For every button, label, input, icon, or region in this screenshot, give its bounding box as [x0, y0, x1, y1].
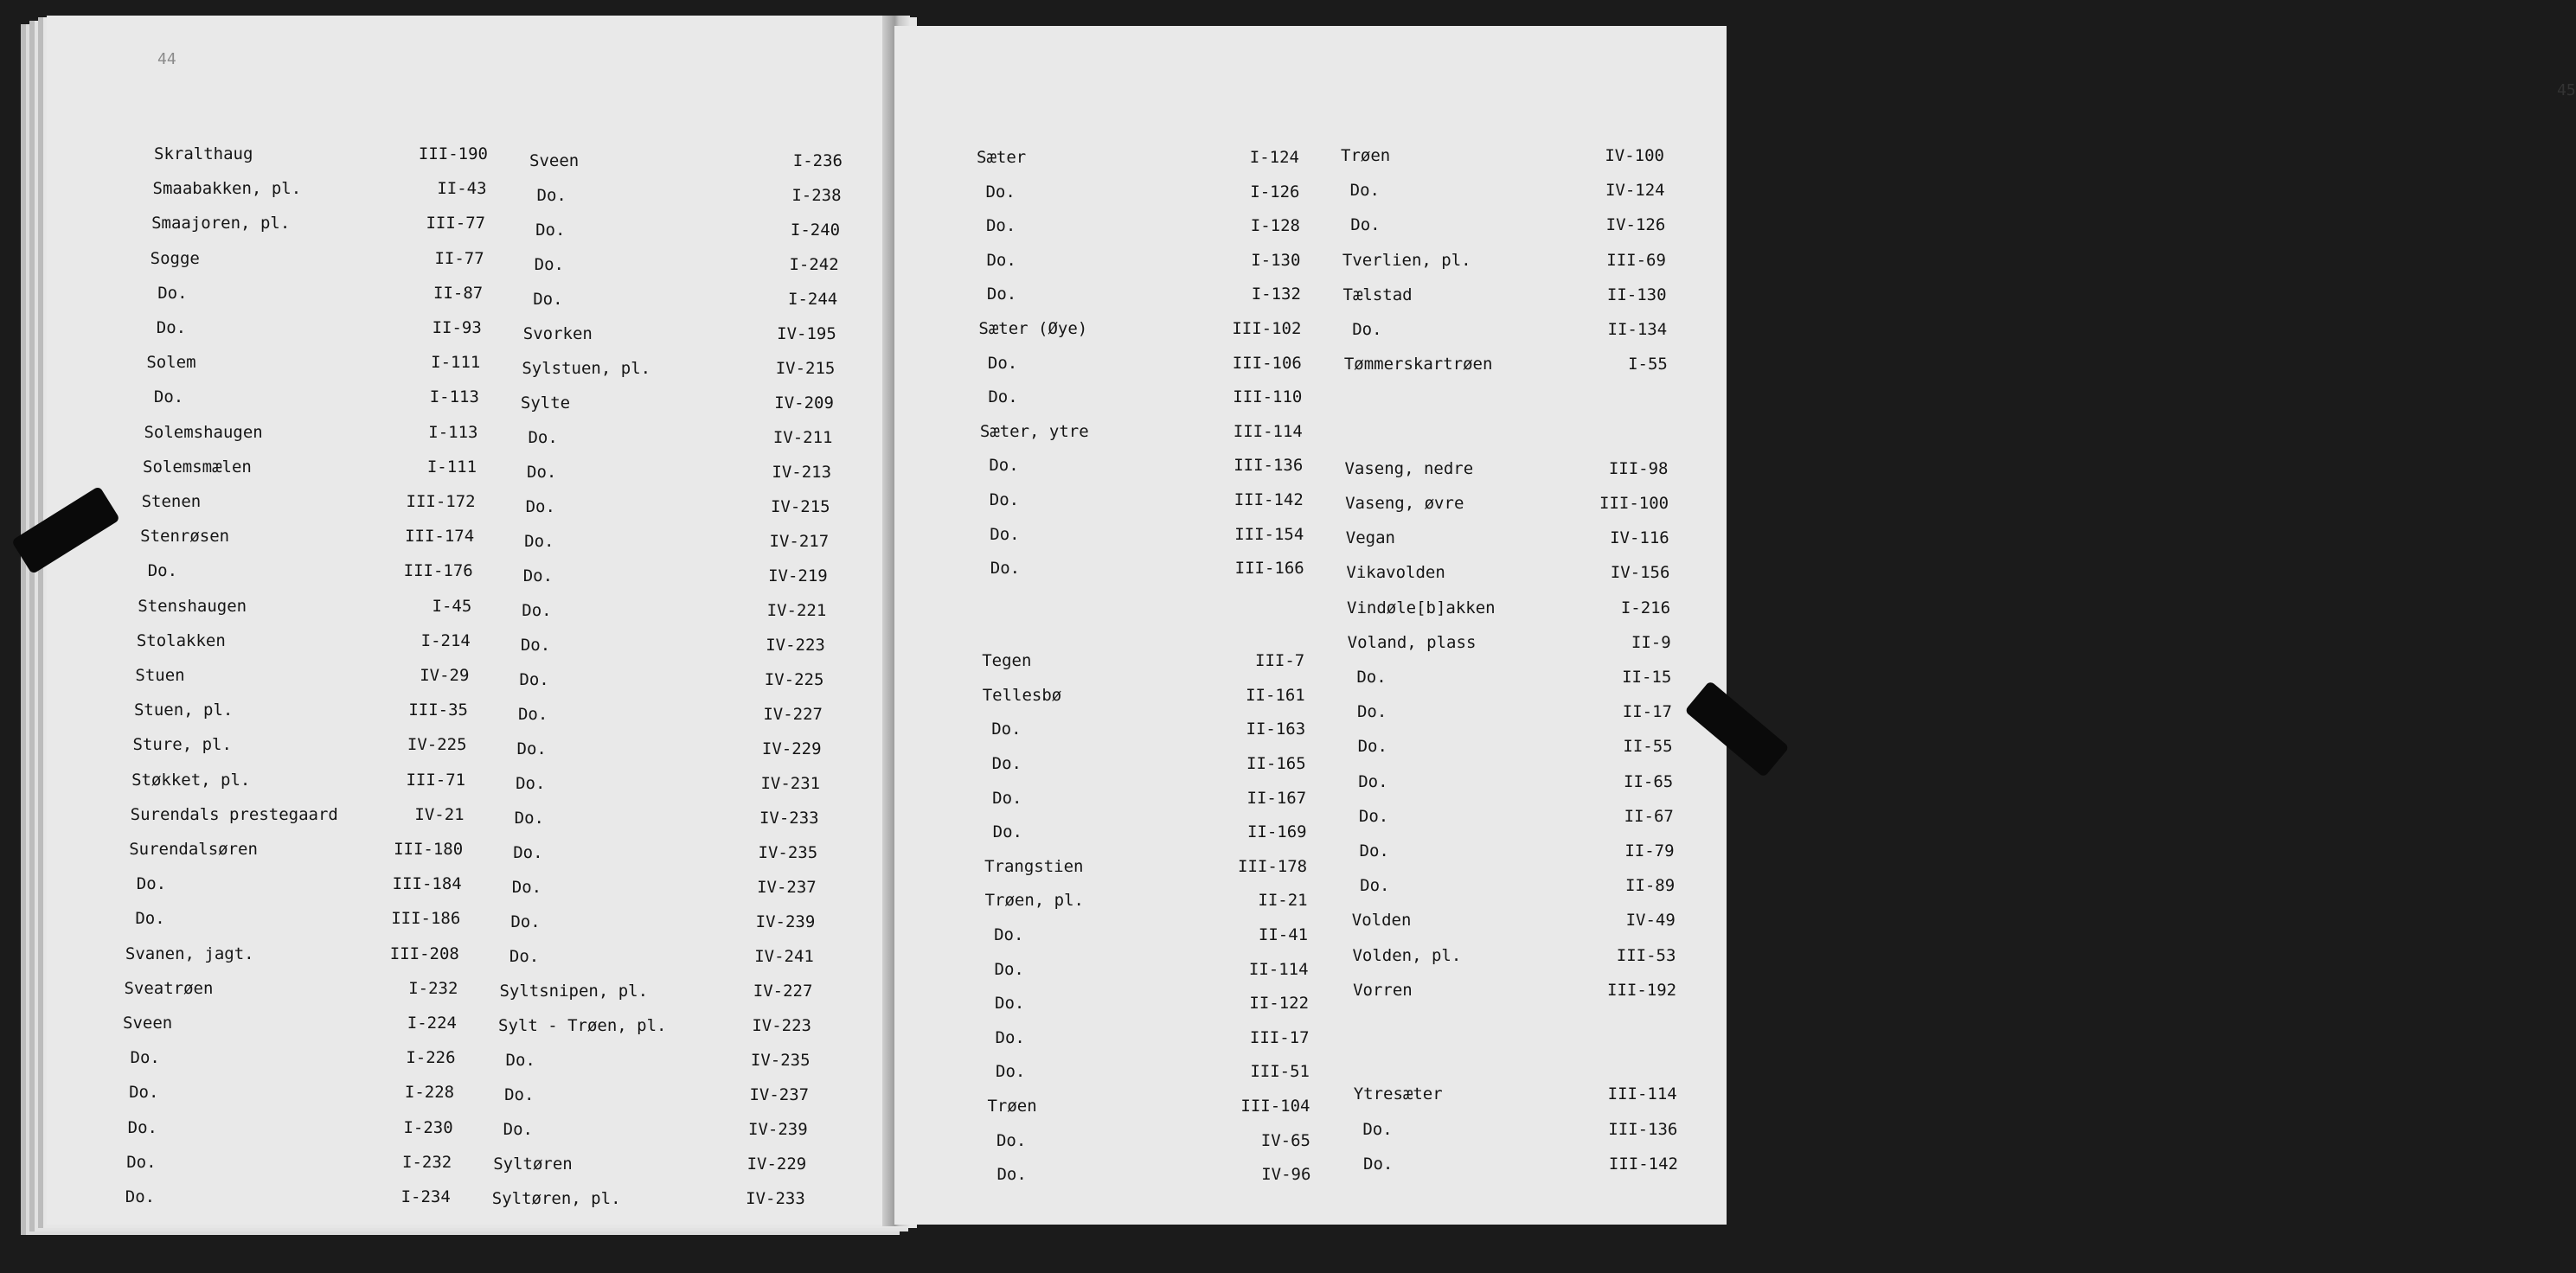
- volume-page-ref: III-208: [389, 944, 459, 963]
- place-name: Do.: [156, 318, 187, 337]
- place-name: Volden, pl.: [1352, 945, 1462, 965]
- place-name: Vorren: [1353, 980, 1413, 1000]
- volume-page-ref: I-244: [788, 290, 838, 309]
- place-name: Syltøren: [493, 1155, 573, 1174]
- volume-page-ref: I-240: [790, 221, 841, 240]
- volume-page-ref: IV-227: [753, 982, 813, 1001]
- place-name: Tømmerskartrøen: [1343, 355, 1493, 374]
- volume-page-ref: IV-209: [774, 393, 834, 413]
- volume-page-ref: III-114: [1607, 1084, 1677, 1104]
- place-name: Solem: [146, 353, 196, 373]
- volume-page-ref: II-21: [1258, 891, 1308, 911]
- volume-page-ref: IV-116: [1610, 528, 1669, 548]
- volume-page-ref: I-111: [431, 353, 481, 373]
- volume-page-ref: II-93: [432, 318, 482, 337]
- place-name: Do.: [1363, 1154, 1394, 1174]
- volume-page-ref: IV-237: [757, 878, 817, 897]
- place-name: Do.: [990, 559, 1021, 579]
- place-name: Do.: [1349, 181, 1380, 201]
- place-name: Do.: [1359, 841, 1389, 860]
- place-name: Stolakken: [136, 630, 226, 650]
- place-name: Støkket, pl.: [131, 770, 251, 790]
- volume-page-ref: IV-233: [746, 1189, 805, 1208]
- place-name: Do.: [130, 1048, 160, 1068]
- volume-page-ref: IV-223: [752, 1016, 811, 1035]
- volume-page-ref: IV-235: [758, 843, 818, 862]
- place-name: Surendalsøren: [129, 840, 258, 859]
- volume-page-ref: I-214: [420, 630, 471, 650]
- volume-page-ref: IV-239: [755, 912, 816, 931]
- place-name: Sveen: [529, 151, 580, 170]
- volume-page-ref: IV-215: [775, 359, 836, 378]
- place-name: Do.: [504, 1085, 535, 1104]
- place-name: Do.: [1352, 320, 1382, 339]
- volume-page-ref: IV-233: [759, 809, 819, 828]
- volume-page-ref: IV-29: [420, 666, 470, 685]
- place-name: Do.: [534, 255, 564, 274]
- volume-page-ref: II-79: [1624, 841, 1675, 860]
- place-name: Svanen, jagt.: [125, 944, 254, 963]
- place-name: Do.: [986, 250, 1016, 270]
- place-name: Syltsnipen, pl.: [499, 982, 649, 1001]
- place-name: Vindøle[b]akken: [1347, 598, 1496, 617]
- place-name: Do.: [514, 809, 544, 828]
- volume-page-ref: III-69: [1606, 250, 1666, 270]
- place-name: Do.: [126, 1152, 157, 1172]
- volume-page-ref: I-236: [792, 151, 843, 170]
- place-name: Trøen, pl.: [984, 891, 1084, 911]
- volume-page-ref: III-180: [394, 840, 464, 859]
- corner-mark: 44: [157, 50, 176, 68]
- volume-page-ref: IV-213: [772, 463, 832, 482]
- place-name: Voland, plass: [1347, 632, 1477, 652]
- volume-page-ref: I-111: [426, 457, 477, 477]
- place-name: Sylte: [520, 393, 571, 413]
- place-name: Stenen: [141, 492, 202, 511]
- place-name: Do.: [517, 705, 548, 724]
- volume-page-ref: III-166: [1234, 559, 1304, 579]
- volume-page-ref: I-55: [1628, 355, 1668, 374]
- place-name: Do.: [988, 387, 1018, 407]
- place-name: Do.: [1358, 771, 1388, 791]
- place-name: Sveatrøen: [124, 978, 214, 998]
- volume-page-ref: III-176: [403, 561, 473, 581]
- place-name: Do.: [994, 924, 1024, 944]
- volume-page-ref: II-134: [1607, 320, 1668, 339]
- volume-page-ref: III-71: [406, 770, 466, 790]
- volume-page-ref: III-178: [1238, 856, 1308, 876]
- place-name: Smaajoren, pl.: [151, 214, 291, 233]
- volume-page-ref: III-154: [1234, 524, 1304, 544]
- volume-page-ref: I-124: [1249, 148, 1299, 167]
- volume-page-ref: III-142: [1234, 490, 1304, 509]
- place-name: Do.: [995, 994, 1025, 1014]
- volume-page-ref: III-136: [1234, 456, 1304, 476]
- place-name: Do.: [147, 561, 178, 581]
- place-name: Sture, pl.: [132, 735, 232, 755]
- place-name: Sylstuen, pl.: [522, 359, 651, 378]
- page-number: 45: [2557, 81, 2576, 99]
- volume-page-ref: I-126: [1250, 182, 1300, 202]
- place-name: Do.: [527, 463, 557, 482]
- volume-page-ref: III-186: [391, 909, 461, 929]
- place-name: Stuen: [135, 666, 185, 685]
- volume-page-ref: III-142: [1608, 1154, 1678, 1174]
- volume-page-ref: IV-219: [768, 566, 828, 585]
- right-page: [894, 26, 2576, 1225]
- place-name: Do.: [525, 497, 555, 516]
- place-name: Vaseng, øvre: [1345, 494, 1464, 513]
- place-name: Vegan: [1345, 528, 1395, 548]
- place-name: Tælstad: [1342, 285, 1413, 304]
- place-name: Sæter (Øye): [978, 319, 1088, 338]
- volume-page-ref: IV-211: [772, 428, 833, 447]
- place-name: Do.: [509, 947, 540, 966]
- volume-page-ref: I-242: [789, 255, 839, 274]
- place-name: Svorken: [522, 324, 593, 343]
- place-name: Sveen: [123, 1014, 173, 1033]
- volume-page-ref: II-165: [1246, 753, 1306, 773]
- volume-page-ref: III-35: [408, 700, 468, 720]
- volume-page-ref: III-100: [1599, 494, 1669, 513]
- volume-page-ref: IV-96: [1261, 1165, 1311, 1185]
- place-name: Tegen: [982, 651, 1032, 671]
- volume-page-ref: IV-215: [770, 497, 830, 516]
- place-name: Syltøren, pl.: [491, 1189, 621, 1208]
- volume-page-ref: II-15: [1622, 668, 1672, 687]
- volume-page-ref: IV-156: [1610, 563, 1670, 583]
- place-name: Do.: [516, 774, 546, 793]
- place-name: Sæter: [977, 148, 1027, 167]
- volume-page-ref: II-87: [433, 283, 484, 303]
- volume-page-ref: I-113: [428, 422, 478, 442]
- volume-page-ref: IV-225: [407, 735, 467, 755]
- volume-page-ref: IV-21: [414, 804, 465, 824]
- place-name: Do.: [995, 1027, 1025, 1047]
- place-name: Skralthaug: [154, 144, 253, 163]
- volume-page-ref: IV-223: [766, 636, 825, 655]
- place-name: Do.: [511, 878, 542, 897]
- volume-page-ref: IV-217: [769, 532, 830, 551]
- volume-page-ref: III-102: [1232, 319, 1302, 338]
- place-name: Surendals prestegaard: [130, 804, 338, 824]
- place-name: Do.: [996, 1062, 1026, 1082]
- volume-page-ref: II-17: [1622, 702, 1672, 722]
- place-name: Do.: [992, 788, 1022, 808]
- volume-page-ref: IV-241: [754, 947, 814, 966]
- place-name: Do.: [996, 1130, 1027, 1150]
- volume-page-ref: III-106: [1232, 353, 1302, 373]
- place-name: Do.: [520, 636, 551, 655]
- volume-page-ref: IV-235: [750, 1051, 811, 1070]
- volume-page-ref: IV-237: [749, 1085, 810, 1104]
- place-name: Do.: [986, 285, 1017, 304]
- place-name: Do.: [535, 221, 566, 240]
- volume-page-ref: II-43: [437, 179, 487, 199]
- place-name: Do.: [533, 290, 563, 309]
- place-name: Do.: [991, 753, 1022, 773]
- volume-page-ref: IV-100: [1605, 146, 1664, 165]
- place-name: Do.: [528, 428, 558, 447]
- volume-page-ref: I-228: [404, 1083, 455, 1103]
- place-name: Vaseng, nedre: [1344, 458, 1474, 478]
- volume-page-ref: II-122: [1249, 994, 1310, 1014]
- volume-page-ref: III-53: [1616, 945, 1676, 965]
- place-name: Do.: [125, 1187, 156, 1206]
- volume-page-ref: II-65: [1624, 771, 1674, 791]
- place-name: Do.: [1356, 702, 1387, 722]
- place-name: Do.: [519, 670, 549, 689]
- volume-page-ref: I-130: [1251, 250, 1301, 270]
- volume-page-ref: I-45: [432, 596, 472, 616]
- volume-page-ref: IV-229: [747, 1155, 807, 1174]
- volume-page-ref: IV-124: [1605, 181, 1665, 201]
- volume-page-ref: III-174: [405, 527, 475, 547]
- volume-page-ref: I-224: [407, 1014, 457, 1033]
- place-name: Stenshaugen: [138, 596, 247, 616]
- place-name: Stenrøsen: [140, 527, 230, 547]
- volume-page-ref: IV-227: [763, 705, 823, 724]
- place-name: Do.: [129, 1083, 159, 1103]
- place-name: Solemsmælen: [143, 457, 252, 477]
- volume-page-ref: IV-239: [748, 1120, 808, 1139]
- place-name: Do.: [994, 959, 1024, 979]
- place-name: Do.: [135, 909, 165, 929]
- place-name: Do.: [1362, 1119, 1393, 1139]
- volume-page-ref: I-232: [408, 978, 458, 998]
- place-name: Tellesbø: [982, 685, 1062, 705]
- place-name: Tverlien, pl.: [1342, 250, 1471, 270]
- place-name: Do.: [510, 912, 541, 931]
- volume-page-ref: III-172: [406, 492, 476, 511]
- place-name: Do.: [503, 1120, 533, 1139]
- place-name: Stuen, pl.: [133, 700, 234, 720]
- volume-page-ref: II-130: [1606, 285, 1667, 304]
- volume-page-ref: II-167: [1246, 788, 1307, 808]
- volume-page-ref: II-163: [1246, 720, 1306, 739]
- place-name: Ytresæter: [1353, 1084, 1443, 1104]
- volume-page-ref: III-104: [1240, 1096, 1310, 1116]
- place-name: Do.: [987, 353, 1018, 373]
- left-page: [47, 16, 896, 1225]
- place-name: Do.: [524, 532, 554, 551]
- place-name: Do.: [989, 490, 1020, 509]
- volume-page-ref: IV-195: [777, 324, 836, 343]
- volume-page-ref: II-77: [434, 248, 484, 268]
- volume-page-ref: III-114: [1233, 421, 1303, 441]
- place-name: Do.: [157, 283, 188, 303]
- volume-page-ref: III-51: [1250, 1062, 1310, 1082]
- place-name: Volden: [1351, 911, 1412, 931]
- place-name: Do.: [127, 1117, 157, 1137]
- place-name: Do.: [522, 566, 554, 585]
- volume-page-ref: III-184: [392, 874, 462, 894]
- volume-page-ref: I-232: [402, 1152, 452, 1172]
- volume-page-ref: I-226: [406, 1048, 456, 1068]
- place-name: Do.: [136, 874, 167, 894]
- place-name: Trøen: [987, 1096, 1037, 1116]
- place-name: Do.: [153, 387, 184, 407]
- place-name: Sogge: [150, 248, 200, 268]
- volume-page-ref: IV-229: [761, 739, 822, 758]
- place-name: Trangstien: [984, 856, 1084, 876]
- place-name: Do.: [536, 186, 567, 205]
- volume-page-ref: IV-231: [760, 774, 821, 793]
- volume-page-ref: II-114: [1248, 959, 1309, 979]
- volume-page-ref: III-136: [1608, 1119, 1678, 1139]
- volume-page-ref: IV-126: [1605, 215, 1666, 235]
- volume-page-ref: I-230: [403, 1117, 453, 1137]
- place-name: Sylt - Trøen, pl.: [498, 1016, 667, 1035]
- place-name: Vikavolden: [1346, 563, 1445, 583]
- place-name: Do.: [992, 822, 1022, 842]
- place-name: Trøen: [1341, 146, 1391, 165]
- place-name: Do.: [985, 216, 1016, 236]
- place-name: Smaabakken, pl.: [152, 179, 302, 199]
- volume-page-ref: IV-221: [766, 601, 827, 620]
- place-name: Do.: [991, 720, 1022, 739]
- volume-page-ref: IV-225: [764, 670, 824, 689]
- place-name: Sæter, ytre: [979, 421, 1089, 441]
- place-name: Do.: [989, 456, 1019, 476]
- volume-page-ref: II-41: [1258, 924, 1309, 944]
- volume-page-ref: I-216: [1620, 598, 1671, 617]
- place-name: Do.: [1350, 215, 1381, 235]
- place-name: Do.: [516, 739, 547, 758]
- place-name: Do.: [1358, 806, 1389, 826]
- volume-page-ref: II-55: [1623, 737, 1673, 757]
- volume-page-ref: II-169: [1246, 822, 1307, 842]
- place-name: Do.: [990, 524, 1020, 544]
- place-name: Do.: [1357, 737, 1387, 757]
- volume-page-ref: I-128: [1250, 216, 1300, 236]
- volume-page-ref: III-98: [1608, 458, 1669, 478]
- volume-page-ref: II-9: [1631, 632, 1671, 652]
- volume-page-ref: III-110: [1233, 387, 1303, 407]
- place-name: Do.: [985, 182, 1016, 202]
- volume-page-ref: III-7: [1255, 651, 1305, 671]
- volume-page-ref: IV-49: [1625, 911, 1676, 931]
- volume-page-ref: III-77: [426, 214, 486, 233]
- volume-page-ref: I-234: [400, 1187, 451, 1206]
- volume-page-ref: III-192: [1607, 980, 1677, 1000]
- place-name: Do.: [522, 601, 552, 620]
- volume-page-ref: II-161: [1246, 685, 1305, 705]
- volume-page-ref: I-238: [791, 186, 842, 205]
- place-name: Do.: [1360, 876, 1390, 896]
- place-name: Do.: [1356, 668, 1387, 687]
- place-name: Solemshaugen: [144, 422, 263, 442]
- volume-page-ref: II-89: [1624, 876, 1676, 896]
- volume-page-ref: II-67: [1624, 806, 1674, 826]
- volume-page-ref: III-17: [1249, 1027, 1310, 1047]
- volume-page-ref: III-190: [418, 144, 488, 163]
- volume-page-ref: I-132: [1251, 285, 1301, 304]
- place-name: Do.: [513, 843, 543, 862]
- place-name: Do.: [996, 1165, 1027, 1185]
- volume-page-ref: IV-65: [1260, 1130, 1310, 1150]
- place-name: Do.: [505, 1051, 535, 1070]
- volume-page-ref: I-113: [429, 387, 479, 407]
